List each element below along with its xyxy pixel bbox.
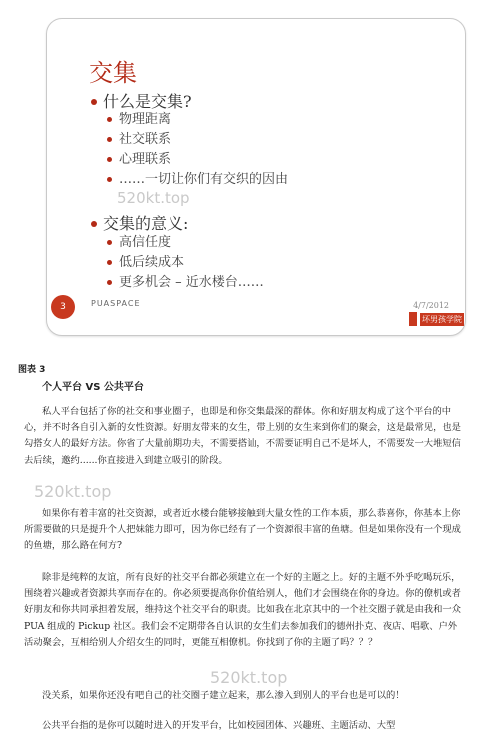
bullet-dot [107,117,112,122]
page-number-badge: 3 [51,295,75,319]
logo [409,309,465,329]
paragraph: 没关系，如果你还没有吧自己的社交圈子建立起来，那么渗入到别人的平台也是可以的！ [42,690,405,701]
bullet-dot [107,137,112,142]
section2-item: 更多机会 – 近水楼台…… [119,275,264,290]
section1-item: 心理联系 [119,152,172,167]
slide-title: 交集 [89,59,137,87]
section1-item: ……一切让你们有交织的因由 [119,172,289,187]
paragraph: 如果你有着丰富的社交资源，或者近水楼台能够接触到大量女性的工作本质，那么恭喜你，你基本上你所需要做的只是提升个人把妹能力即可，因为你已经有了一个资源很丰富的鱼塘。但是如果你没有一个现成的鱼塘，那么路在何方? [24,508,461,552]
bullet-dot [107,280,112,285]
brand-text: PUASPACE [91,299,141,308]
bullet-dot [107,177,112,182]
bullet-dot [91,221,97,227]
paragraph: 公共平台指的是你可以随时进入的开发平台，比如校园团体、兴趣班、主题活动、大型 [42,720,396,731]
bullet-dot [91,99,97,105]
slide [46,18,466,336]
bullet-dot [107,260,112,265]
section1-heading: 什么是交集? [103,92,192,111]
watermark: 520kt.top [34,482,112,501]
paragraph: 私人平台包括了你的社交和事业圈子，也即是和你交集最深的群体。你和好朋友构成了这个平台的中心，并不时各自引入新的女性资源。好朋友带来的女生，带上别的女生来到你们的聚会，这是最常见，也是勾搭女人的最好方法。你省了大量前期功夫，不需要搭讪，不需要证明自己不是坏人，不需要发一大堆短信去后续，邀约......你直接进入到建立吸引的阶段。 [24,406,461,466]
paragraph: 除非是纯粹的友谊，所有良好的社交平台都必须建立在一个好的主题之上。好的主题不外乎吃喝玩乐，围绕着兴趣或者资源共享而存在的。你必须要提高你价值给别人，他们才会围绕在你的身边。你的僚机或者好朋友和你共同承担着发展，维持这个社交平台的职责。比如我在北京其中的一个社交圈子就是由我和一众 PUA 组成的 Pickup 社区。我们会不定期带各自认识的女生们去参加我们的德州扑克、夜店、唱歌、户外活动聚会，互相给别人介绍女生的同时，更能互相僚机。你找到了你的主题了吗？？？ [24,572,461,648]
section-heading: 个人平台 VS 公共平台 [42,382,144,393]
section1-item: 物理距离 [119,112,172,127]
section1-item: 社交联系 [119,132,172,147]
slide-date: 4/7/2012 [413,301,449,310]
bullet-dot [107,240,112,245]
logo-icon [409,312,417,326]
section2-item: 高信任度 [119,235,172,250]
slide-footer [47,295,465,335]
section2-heading: 交集的意义: [103,214,189,233]
bullet-dot [107,157,112,162]
watermark: 520kt.top [210,668,288,687]
logo-text: 坏男孩学院 [422,314,462,324]
section2-item: 低后续成本 [119,255,185,270]
figure-label: 图表 3 [18,365,46,375]
watermark: 520kt.top [117,189,190,207]
